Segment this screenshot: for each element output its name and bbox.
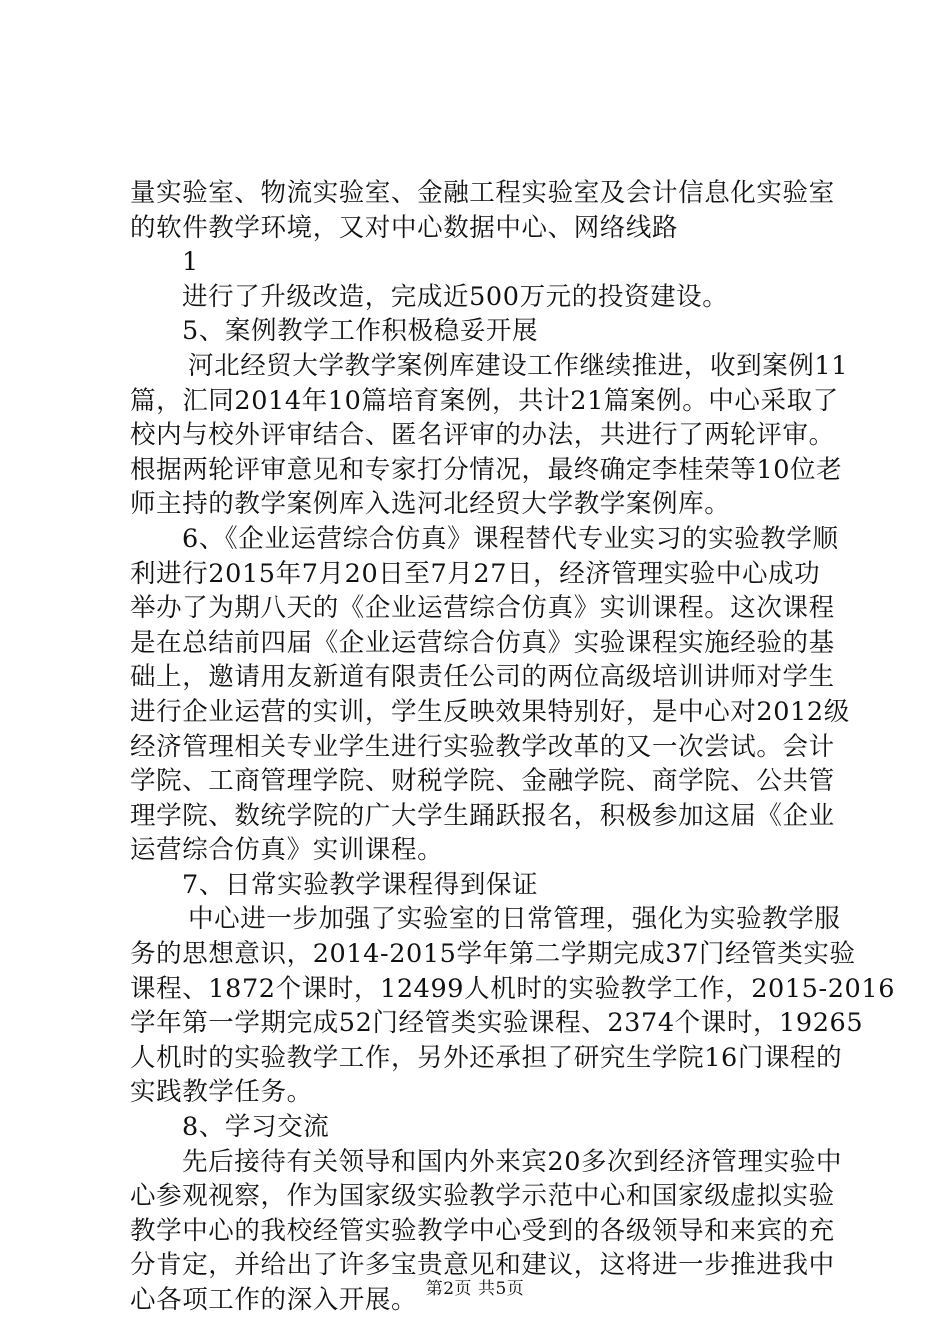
text-line: 河北经贸大学教学案例库建设工作继续推进，收到案例11 xyxy=(188,350,849,381)
text-line: 理学院、数统学院的广大学生踊跃报名，积极参加这届《企业 xyxy=(130,800,835,831)
text-line: 举办了为期八天的《企业运营综合仿真》实训课程。这次课程 xyxy=(130,593,835,624)
document-body xyxy=(130,176,896,1318)
text-line: 教学中心的我校经管实验教学中心受到的各级领导和来宾的充 xyxy=(130,1215,835,1246)
text-line: 利进行2015年7月20日至7月27日，经济管理实验中心成功 xyxy=(130,558,821,589)
page-footer xyxy=(0,1274,950,1299)
section-heading: 6、《企业运营综合仿真》课程替代专业实习的实验教学顺 xyxy=(182,523,839,554)
text-line: 先后接待有关领导和国内外来宾20多次到经济管理实验中 xyxy=(182,1146,843,1177)
text-line: 进行了升级改造，完成近500万元的投资建设。 xyxy=(182,281,729,312)
text-line: 务的思想意识，2014-2015学年第二学期完成37门经管类实验 xyxy=(130,939,856,970)
text-line: 人机时的实验教学工作，另外还承担了研究生学院16门课程的 xyxy=(130,1042,843,1073)
text-line: 心参观视察，作为国家级实验教学示范中心和国家级虚拟实验 xyxy=(130,1181,835,1212)
text-line: 的软件教学环境，又对中心数据中心、网络线路 xyxy=(130,212,679,243)
text-line: 分肯定，并给出了许多宝贵意见和建议，这将进一步推进我中 xyxy=(130,1250,835,1281)
text-line: 是在总结前四届《企业运营综合仿真》实验课程实施经验的基 xyxy=(130,627,835,658)
text-line: 校内与校外评审结合、匿名评审的办法，共进行了两轮评审。 xyxy=(130,420,835,451)
text-line: 学院、工商管理学院、财税学院、金融学院、商学院、公共管 xyxy=(130,766,835,797)
text-line: 根据两轮评审意见和专家打分情况，最终确定李桂荣等10位老 xyxy=(130,454,843,485)
text-line: 师主持的教学案例库入选河北经贸大学教学案例库。 xyxy=(130,489,731,520)
page-number-marker: 1 xyxy=(182,247,199,278)
section-heading: 5、案例教学工作积极稳妥开展 xyxy=(182,316,539,347)
text-line: 心各项工作的深入开展。 xyxy=(130,1285,418,1315)
text-line: 础上，邀请用友新道有限责任公司的两位高级培训讲师对学生 xyxy=(130,662,835,693)
text-line: 实践教学任务。 xyxy=(130,1077,313,1108)
text-line: 课程、1872个课时，12499人机时的实验教学工作，2015-2016 xyxy=(130,973,896,1004)
text-line: 运营综合仿真》实训课程。 xyxy=(130,835,444,866)
text-line: 量实验室、物流实验室、金融工程实验室及会计信息化实验室 xyxy=(130,178,835,208)
section-heading: 8、学习交流 xyxy=(182,1112,330,1143)
section-heading: 7、日常实验教学课程得到保证 xyxy=(182,869,539,900)
text-line: 学年第一学期完成52门经管类实验课程、2374个课时，19265 xyxy=(130,1008,864,1039)
text-line: 中心进一步加强了实验室的日常管理，强化为实验教学服 xyxy=(188,904,841,935)
page-number-label: 第2页 共5页 xyxy=(425,1279,525,1299)
text-line: 经济管理相关专业学生进行实验教学改革的又一次尝试。会计 xyxy=(130,731,835,762)
text-line: 篇，汇同2014年10篇培育案例，共计21篇案例。中心采取了 xyxy=(130,385,839,416)
text-line: 进行企业运营的实训，学生反映效果特别好，是中心对2012级 xyxy=(130,696,850,727)
